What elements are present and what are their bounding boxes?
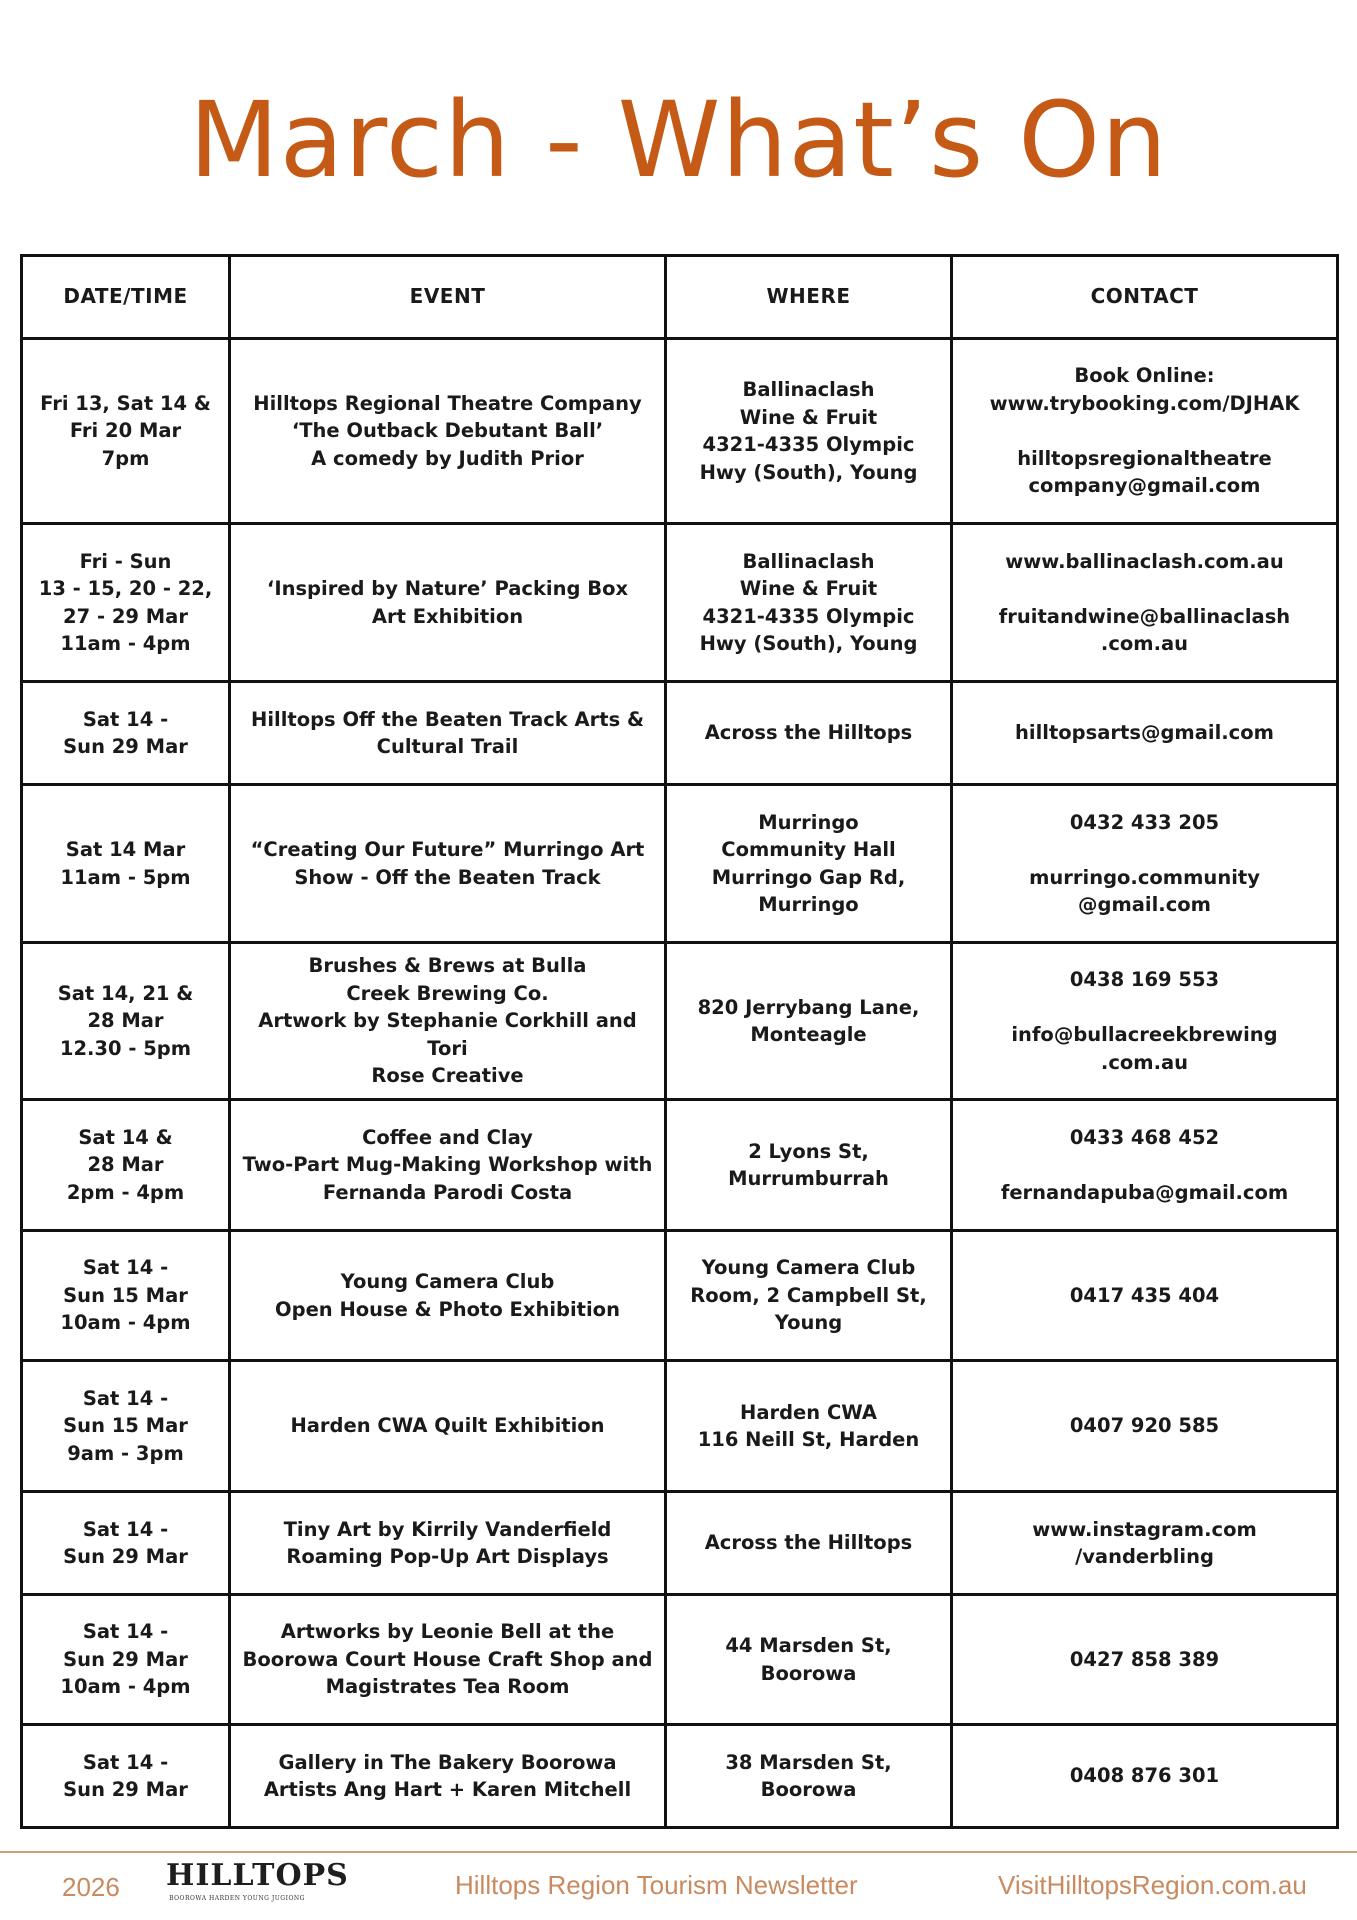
footer-newsletter-title: Hilltops Region Tourism Newsletter	[455, 1870, 858, 1900]
cell-contact: 0408 876 301	[952, 1725, 1338, 1828]
cell-date: Sat 14 Mar 11am - 5pm	[22, 785, 230, 943]
cell-contact: www.ballinaclash.com.au fruitandwine@ballinaclash .com.au	[952, 524, 1338, 682]
header-contact: CONTACT	[952, 256, 1338, 339]
cell-contact: 0417 435 404	[952, 1231, 1338, 1361]
cell-event: Harden CWA Quilt Exhibition	[230, 1361, 666, 1492]
footer-website-link[interactable]: VisitHilltopsRegion.com.au	[998, 1870, 1307, 1900]
cell-date: Sat 14, 21 & 28 Mar 12.30 - 5pm	[22, 943, 230, 1100]
table-row	[22, 339, 1338, 524]
cell-where: Across the Hilltops	[666, 682, 952, 785]
cell-date: Sat 14 - Sun 29 Mar	[22, 682, 230, 785]
events-table	[20, 254, 1339, 1829]
cell-event: “Creating Our Future” Murringo Art Show - Off the Beaten Track	[230, 785, 666, 943]
hilltops-logo	[166, 1852, 349, 1918]
header-where: WHERE	[666, 256, 952, 339]
cell-date: Sat 14 - Sun 29 Mar 10am - 4pm	[22, 1595, 230, 1725]
table-row	[22, 1595, 1338, 1725]
table-row	[22, 1492, 1338, 1595]
cell-date: Fri 13, Sat 14 & Fri 20 Mar 7pm	[22, 339, 230, 524]
table-row	[22, 943, 1338, 1100]
table-row	[22, 524, 1338, 682]
cell-event: ‘Inspired by Nature’ Packing Box Art Exhibition	[230, 524, 666, 682]
cell-where: Young Camera Club Room, 2 Campbell St, Young	[666, 1231, 952, 1361]
cell-where: Ballinaclash Wine & Fruit 4321-4335 Olympic Hwy (South), Young	[666, 339, 952, 524]
cell-date: Sat 14 - Sun 29 Mar	[22, 1725, 230, 1828]
cell-event: Hilltops Off the Beaten Track Arts & Cultural Trail	[230, 682, 666, 785]
cell-event: Coffee and Clay Two-Part Mug-Making Workshop with Fernanda Parodi Costa	[230, 1100, 666, 1231]
table-row	[22, 1361, 1338, 1492]
table-row	[22, 1100, 1338, 1231]
cell-event: Tiny Art by Kirrily Vanderfield Roaming Pop-Up Art Displays	[230, 1492, 666, 1595]
cell-contact: 0407 920 585	[952, 1361, 1338, 1492]
table-row	[22, 785, 1338, 943]
cell-event: Hilltops Regional Theatre Company ‘The Outback Debutant Ball’ A comedy by Judith Prior	[230, 339, 666, 524]
cell-date: Sat 14 - Sun 29 Mar	[22, 1492, 230, 1595]
header-event: EVENT	[230, 256, 666, 339]
cell-contact: www.instagram.com /vanderbling	[952, 1492, 1338, 1595]
logo-wordmark: HILLTOPS	[166, 1858, 349, 1893]
cell-where: 38 Marsden St, Boorowa	[666, 1725, 952, 1828]
cell-where: 2 Lyons St, Murrumburrah	[666, 1100, 952, 1231]
header-date-time: DATE/TIME	[22, 256, 230, 339]
cell-contact: Book Online: www.trybooking.com/DJHAK hilltopsregionaltheatre company@gmail.com	[952, 339, 1338, 524]
cell-where: Harden CWA 116 Neill St, Harden	[666, 1361, 952, 1492]
page-title: March - What’s On	[189, 79, 1168, 201]
footer-year: 2026	[62, 1872, 120, 1902]
cell-contact: 0438 169 553 info@bullacreekbrewing .com.au	[952, 943, 1338, 1100]
cell-event: Gallery in The Bakery Boorowa Artists Ang Hart + Karen Mitchell	[230, 1725, 666, 1828]
cell-date: Fri - Sun 13 - 15, 20 - 22, 27 - 29 Mar 11am - 4pm	[22, 524, 230, 682]
table-row	[22, 1725, 1338, 1828]
table-row	[22, 682, 1338, 785]
table-row	[22, 1231, 1338, 1361]
cell-contact: 0433 468 452 fernandapuba@gmail.com	[952, 1100, 1338, 1231]
cell-where: Across the Hilltops	[666, 1492, 952, 1595]
logo-subtitle: BOOROWA HARDEN YOUNG JUGIONG	[169, 1895, 305, 1902]
cell-event: Brushes & Brews at Bulla Creek Brewing Co. Artwork by Stephanie Corkhill and Tori Rose Creative	[230, 943, 666, 1100]
cell-date: Sat 14 - Sun 15 Mar 10am - 4pm	[22, 1231, 230, 1361]
cell-event: Young Camera Club Open House & Photo Exhibition	[230, 1231, 666, 1361]
cell-where: 44 Marsden St, Boorowa	[666, 1595, 952, 1725]
cell-date: Sat 14 & 28 Mar 2pm - 4pm	[22, 1100, 230, 1231]
cell-where: Ballinaclash Wine & Fruit 4321-4335 Olympic Hwy (South), Young	[666, 524, 952, 682]
cell-contact: 0427 858 389	[952, 1595, 1338, 1725]
cell-date: Sat 14 - Sun 15 Mar 9am - 3pm	[22, 1361, 230, 1492]
table-header-row	[22, 256, 1338, 339]
cell-contact: hilltopsarts@gmail.com	[952, 682, 1338, 785]
cell-where: 820 Jerrybang Lane, Monteagle	[666, 943, 952, 1100]
cell-contact: 0432 433 205 murringo.community @gmail.com	[952, 785, 1338, 943]
cell-where: Murringo Community Hall Murringo Gap Rd, Murringo	[666, 785, 952, 943]
cell-event: Artworks by Leonie Bell at the Boorowa Court House Craft Shop and Magistrates Tea Room	[230, 1595, 666, 1725]
